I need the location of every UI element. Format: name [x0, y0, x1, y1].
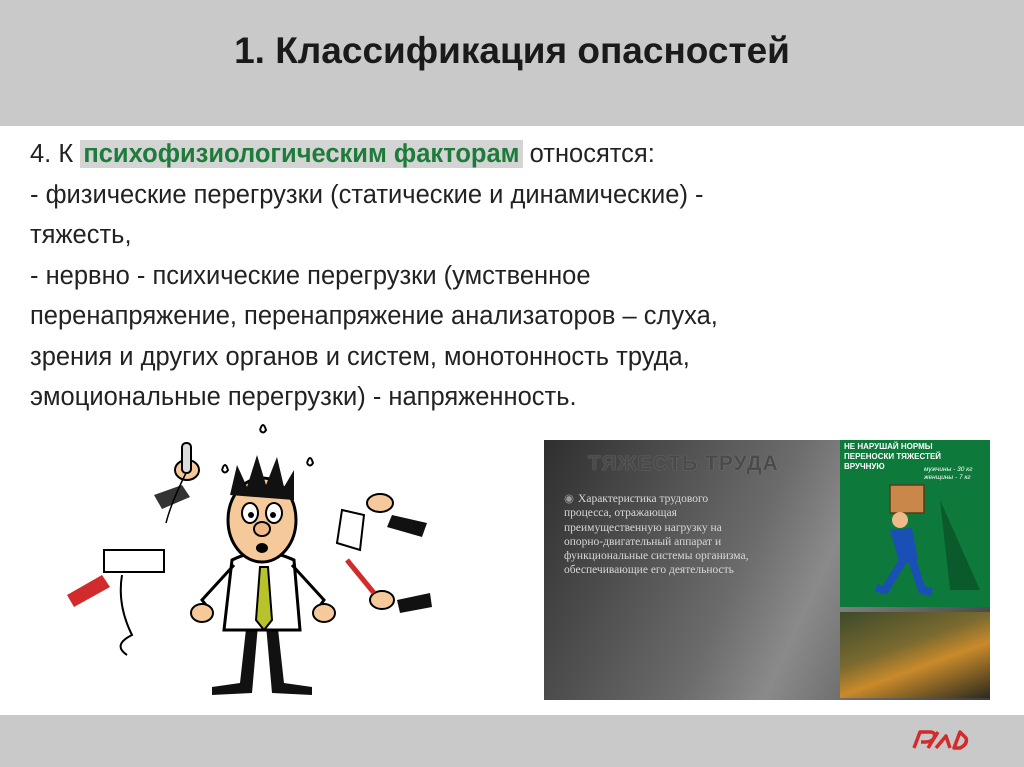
title-bar: [0, 0, 1024, 126]
bullet-icon: ◉: [564, 493, 575, 505]
safety-sign: [840, 440, 990, 607]
industrial-photo: [840, 612, 990, 698]
intro-line: [30, 134, 1000, 175]
intro-suffix: относятся:: [529, 140, 655, 168]
weight-limits: мужчины - 30 кг женщины - 7 кг: [924, 466, 973, 481]
safety-sign-heading: НЕ НАРУШАЙ НОРМЫ ПЕРЕНОСКИ ТЯЖЕСТЕЙ ВРУЧНУЮ: [844, 442, 942, 471]
body-line-3: - нервно - психические перегрузки (умственное: [30, 261, 591, 290]
body-line-1: - физические перегрузки (статические и динамические) -: [30, 180, 704, 209]
body-line-4: перенапряжение, перенапряжение анализаторов – слуха,: [30, 302, 718, 330]
footer-bar: [0, 715, 1024, 767]
stressed-worker-illustration: [62, 415, 442, 705]
body-line-6: эмоциональные перегрузки) - напряженность.: [30, 383, 577, 411]
body-line-2: тяжесть,: [30, 221, 132, 249]
rzd-logo-icon: [910, 728, 970, 752]
poster-definition: ◉ Характеристика трудового процесса, отражающая преимущественную нагрузку на опорно-двигательный аппарат и функциональные системы организма, обеспечивающие его деятельность: [564, 493, 749, 577]
poster-title: ТЯЖЕСТЬ ТРУДА: [588, 452, 779, 475]
slide-title: 1. Классификация опасностей: [234, 30, 790, 71]
slide-body: [30, 134, 1000, 418]
body-line-5: зрения и других органов и систем, монотонность труда,: [30, 342, 690, 371]
worker-carrying-box-icon: [840, 440, 990, 607]
highlight-term: психофизиологическим факторам: [80, 140, 522, 168]
labor-severity-poster: [544, 440, 990, 700]
intro-prefix: 4. К: [30, 140, 74, 168]
